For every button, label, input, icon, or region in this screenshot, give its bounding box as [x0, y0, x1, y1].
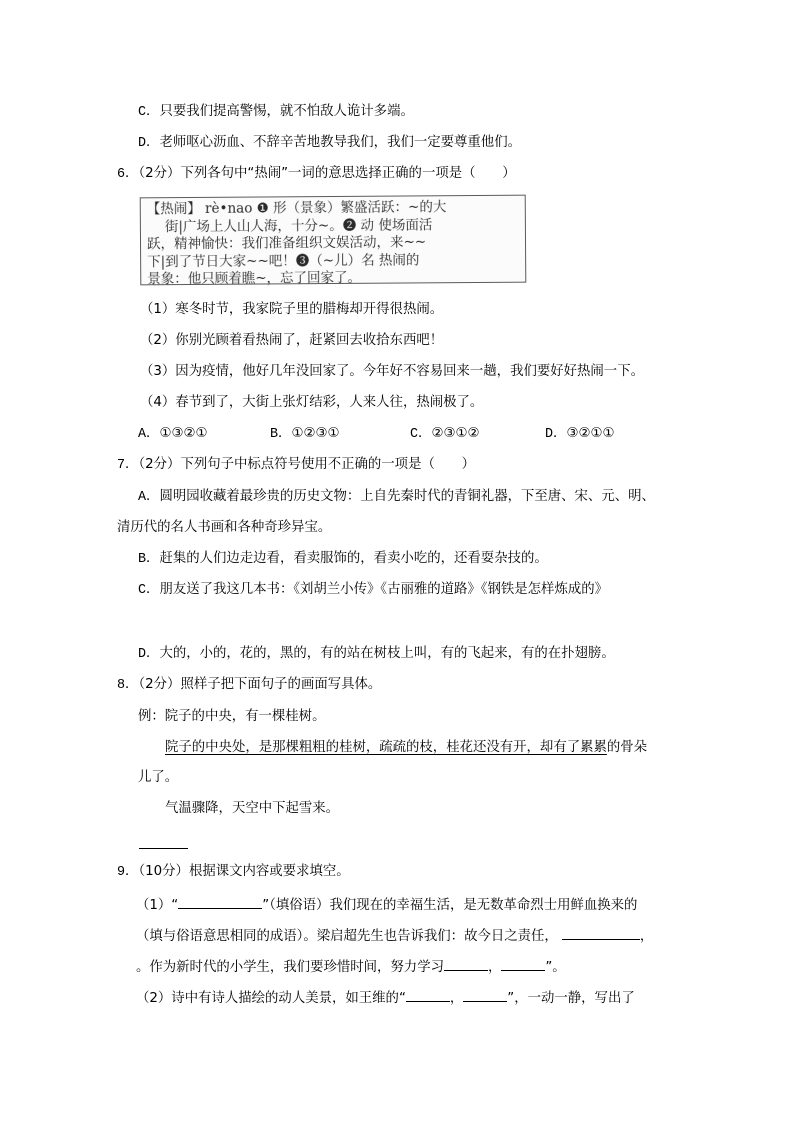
option-text: 朋友送了我这几本书：《刘胡兰小传》《古丽雅的道路》《钢铁是怎样炼成的》	[159, 582, 609, 597]
q9-part2	[136, 987, 635, 1008]
example-expanded-rest: 的骨朵	[606, 740, 648, 755]
dictionary-line: 下|到了节日大家~~吧！❸（~儿）名 热闹的	[147, 251, 420, 270]
option-text: 老师呕心沥血、不辞辛苦地教导我们，我们一定要尊重他们。	[159, 135, 521, 150]
q6-option-a[interactable]	[138, 425, 207, 444]
q7-option-a-continuation: 清历代的名人书画和各种奇珍异宝。	[117, 520, 332, 535]
q7-option-c[interactable]	[138, 581, 608, 600]
q8-answer-blank[interactable]	[139, 848, 188, 849]
option-letter: C．	[138, 583, 160, 598]
q7-option-d[interactable]	[138, 645, 615, 664]
q6-sentence-1: （1）寒冬时节，我家院子里的腊梅却开得很热闹。	[140, 302, 444, 317]
question-number: 7．	[117, 458, 139, 473]
text: （2）诗中有诗人描绘的动人美景，如王维的“	[136, 991, 406, 1006]
text: ，	[449, 991, 464, 1006]
q6-option-d[interactable]	[545, 425, 614, 444]
text: ，	[487, 960, 502, 975]
dictionary-line: 跃，精神愉快：我们准备组织文娱活动，来~~	[146, 234, 427, 253]
q6-sentence-3: （3）因为疫情，他好几年没回家了。今年好不容易回来一趟，我们要好好热闹一下。	[140, 364, 644, 379]
question-text: 下列句子中标点符号使用不正确的一项是（ ）	[180, 457, 476, 472]
question-text: 根据课文内容或要求填空。	[188, 864, 350, 879]
question-number: 6．	[117, 167, 139, 182]
option-text: 赶集的人们边走边看，看卖服饰的，看卖小吃的，还看耍杂技的。	[159, 551, 548, 566]
question-score: （2分）	[138, 677, 181, 692]
question-text: 照样子把下面句子的画面写具体。	[180, 677, 382, 692]
text: （1）“	[136, 898, 179, 913]
q9-part1-line2	[136, 925, 653, 946]
q5-option-c	[138, 103, 414, 122]
q9-part1-line1	[136, 894, 637, 915]
option-text: 大的，小的，花的，黑的，有的站在树枝上叫，有的飞起来，有的在扑翅膀。	[159, 646, 615, 661]
question-text: 下列各句中“热闹”一词的意思选择正确的一项是（ ）	[180, 166, 516, 181]
q6-option-b[interactable]	[270, 425, 339, 444]
option-letter: A．	[138, 490, 160, 505]
q7-stem	[117, 456, 475, 475]
fill-blank-poem-1[interactable]	[406, 987, 450, 1002]
question-score: （10分）	[138, 864, 189, 879]
question-score: （2分）	[138, 166, 181, 181]
fill-blank-study-2[interactable]	[501, 956, 545, 971]
q6-sentence-2: （2）你别光顾着看热闹了，赶紧回去收拾东西吧！	[140, 333, 444, 348]
text: ，	[639, 929, 654, 944]
example-expanded-underlined: 院子的中央处，是那棵粗粗的桂树，疏疏的枝，桂花还没有开，却有了累累	[165, 740, 607, 755]
option-text: ①②③①	[291, 426, 340, 441]
option-letter: D．	[138, 647, 160, 662]
option-letter: A．	[138, 427, 160, 442]
question-number: 8．	[117, 678, 139, 693]
option-letter: B．	[138, 552, 160, 567]
text: （填与俗语意思相同的成语）。梁启超先生也告诉我们：故今日之责任，	[136, 929, 558, 944]
option-letter: D．	[138, 136, 160, 151]
dictionary-line: 【热闹】 rè•nao ❶ 形（景象）繁盛活跃：~的大	[146, 199, 447, 218]
q9-part1-line3	[136, 956, 566, 977]
q8-task-sentence: 气温骤降，天空中下起雪来。	[165, 801, 340, 816]
q8-example	[138, 708, 325, 726]
q5-option-d	[138, 134, 521, 153]
example-sentence: 院子的中央，有一棵桂树。	[164, 709, 326, 724]
option-text: ②③①②	[431, 426, 480, 441]
option-letter: B．	[270, 427, 292, 442]
q9-stem	[117, 863, 350, 882]
dictionary-entry-image	[140, 195, 527, 286]
text: ”。	[545, 960, 566, 975]
q7-option-a[interactable]	[138, 488, 655, 507]
option-letter: D．	[545, 427, 567, 442]
text: 。作为新时代的小学生，我们要珍惜时间，努力学习	[136, 960, 444, 975]
dictionary-line: 景象：他只顾着瞧~，忘了回家了。	[147, 269, 362, 288]
q6-option-c[interactable]	[410, 425, 479, 444]
question-score: （2分）	[138, 457, 181, 472]
q6-stem	[117, 165, 516, 184]
question-number: 9．	[117, 865, 139, 880]
q6-sentence-4: （4）春节到了，大街上张灯结彩，人来人往，热闹极了。	[140, 395, 484, 410]
text: ”（填俗语）我们现在的幸福生活，是无数革命烈士用鲜血换来的	[262, 898, 638, 913]
option-text: ①③②①	[159, 426, 208, 441]
option-letter: C．	[410, 427, 432, 442]
fill-blank-proverb[interactable]	[178, 894, 262, 909]
text: ”，一动一静，写出了	[507, 991, 635, 1006]
fill-blank-liang-qichao[interactable]	[562, 925, 640, 940]
option-text: 只要我们提高警惕，就不怕敌人诡计多端。	[159, 104, 414, 119]
q8-stem	[117, 676, 381, 695]
q7-option-b[interactable]	[138, 550, 548, 569]
q8-example-expanded-wrap: 儿了。	[138, 770, 179, 785]
option-text: ③②①①	[566, 426, 615, 441]
example-label: 例：	[138, 709, 165, 724]
dictionary-line: 街|广场上人山人海，十分~。❷ 动 使场面活	[164, 216, 433, 235]
option-text: 圆明园收藏着最珍贵的历史文物：上自先秦时代的青铜礼器，下至唐、宋、元、明、	[159, 489, 655, 504]
fill-blank-study-1[interactable]	[444, 956, 488, 971]
fill-blank-poem-2[interactable]	[463, 987, 507, 1002]
q8-example-expanded	[165, 739, 647, 757]
option-letter: C．	[138, 105, 160, 120]
